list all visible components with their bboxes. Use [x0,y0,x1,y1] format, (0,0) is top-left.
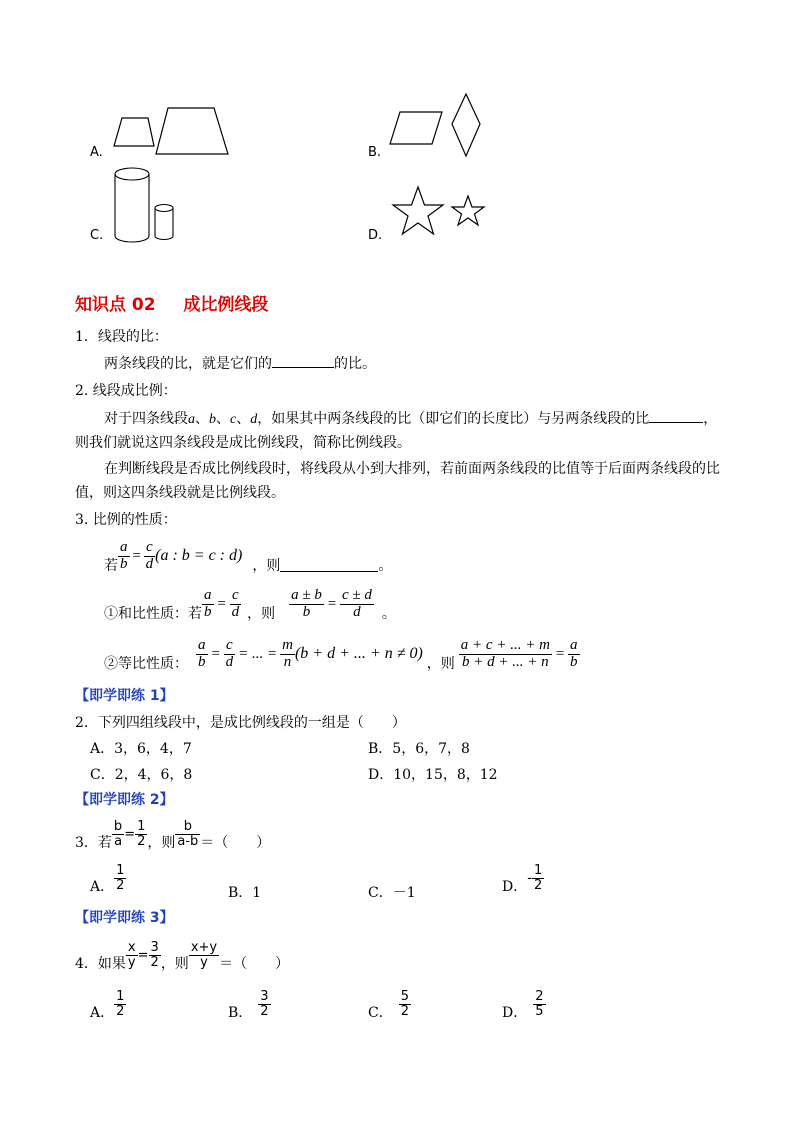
cylinder-figures [110,164,180,244]
period: 。 [378,558,393,574]
practice-3-option-d[interactable] [502,982,546,1026]
item3-heading: 3. 比例的性质： [75,512,177,528]
question-end: ＝（ ） [200,835,271,851]
practice-1-option-c[interactable]: C．2，4，6，8 [90,767,193,783]
item2-para1-line2: 则我们就说这四条线段是成比例线段，简称比例线段。 [75,435,411,451]
fraction-b-over-a: $\frac{b}{a}$ [113,818,123,849]
option-d-label: D． [502,879,528,895]
option-a-label: A. [90,145,103,160]
option-c-label: C. [90,228,104,243]
item2-para2-line1: 在判断线段是否成比例线段时，将线段从小到大排列，若前面两条线段的比值等于后面两条线段的比 [104,461,720,477]
practice-3-option-b[interactable] [228,982,271,1026]
fraction-x-over-y: $\frac{x}{y}$ [127,939,136,970]
option-d-label: D. [368,228,383,243]
practice-3-tag: 【即学即练 3】 [75,910,174,926]
ratio-parenthetical: (a : b = c : d) [155,547,243,564]
item1-text-before: 两条线段的比，就是它们的 [104,356,272,372]
option-b-label: B． [228,1005,253,1021]
item2-heading: 2. 线段成比例： [75,383,177,399]
practice-3-option-a[interactable] [90,982,126,1026]
sum-property-line [104,580,396,628]
equals-sign: = [124,826,136,842]
if-word: 若 [104,558,118,574]
practice-2-option-c[interactable]: C．－1 [368,885,416,901]
section-heading [75,290,268,315]
var-b: b [209,412,216,427]
answer-blank-1[interactable] [272,354,334,368]
practice-2-question [75,812,270,856]
fraction-sum-ratio: $\frac{a + c + ... + m}{b + d + ... + n}$ [460,636,550,670]
fraction-a-over-b-result: $\frac{a}{b}$ [570,636,578,670]
fraction-one-half: $\frac{1}{2}$ [533,862,543,893]
fraction-a-over-b: $\frac{a}{b}$ [204,586,212,620]
equal-ratio-property-line [104,630,580,678]
option-a-label: A． [90,879,115,895]
practice-2-option-a[interactable] [90,856,126,900]
equals-sign: = [554,645,566,662]
fraction-one-half: $\frac{1}{2}$ [116,862,125,893]
option-d-label: D． [502,1005,528,1021]
option-c-label: C． [368,1005,393,1021]
then-word: ，则 [247,606,276,622]
item1-text-after: 的比。 [334,356,376,372]
item2-para1-line1: 对于四条线段a、b、c、d，如果其中两条线段的比（即它们的长度比）与另两条线段的比 ， [104,411,718,427]
item2-text-before: 对于四条线段 [104,411,188,427]
practice-1-question: 2．下列四组线段中，是成比例线段的一组是（ ） [75,715,406,731]
then-word: ，则 [160,956,189,972]
equal-ratio-property-label: ②等比性质： [104,656,188,672]
option-a-label: A． [90,1005,115,1021]
fraction-three-halves: $\frac{3}{2}$ [150,939,159,970]
practice-2-option-d[interactable] [502,856,544,900]
option-b-label: B. [368,145,382,160]
minus-sign: - [527,870,532,886]
trapezoid-figures [110,100,240,160]
fraction-a-over-b: $\frac{a}{b}$ [198,636,206,670]
fraction-c-pm-d-over-d: $\frac{c \pm d}{d}$ [341,586,372,620]
fraction-option-a: $\frac{1}{2}$ [116,988,125,1019]
period: 。 [381,606,396,622]
fraction-option-b: $\frac{3}{2}$ [260,988,269,1019]
var-a: a [188,412,195,427]
question-prefix: 3．若 [75,835,112,851]
equals-sign: = [216,595,227,612]
fraction-c-over-d: $\frac{c}{d}$ [145,538,154,572]
practice-3-option-c[interactable] [368,982,411,1026]
fraction-option-d: $\frac{2}{5}$ [535,988,544,1019]
item2-para2-line2: 值，则这四条线段就是比例线段。 [75,485,285,501]
fraction-c-over-d: $\frac{c}{d}$ [225,636,234,670]
ratio-definition-line [104,532,392,580]
question-prefix: 4．如果 [75,956,126,972]
practice-2-tag: 【即学即练 2】 [75,792,174,808]
equals-dots: = ... = [238,645,278,662]
item2-text-mid: ，如果其中两条线段的比（即它们的长度比）与另两条线段的比 [257,411,650,427]
practice-2-option-b[interactable]: B．1 [228,885,262,901]
fraction-a-over-b: $\frac{a}{b}$ [120,538,128,572]
nonzero-condition: (b + d + ... + n ≠ 0) [294,645,423,662]
fraction-b-over-a-minus-b: $\frac{b}{a-b}$ [177,818,199,849]
equals-sign: = [137,947,149,963]
practice-1-option-a[interactable]: A．3，6，4，7 [90,741,192,757]
question-end: ＝（ ） [219,956,290,972]
fraction-x-plus-y-over-y: $\frac{x+y}{y}$ [190,939,218,970]
equals-sign: = [131,547,142,564]
fraction-m-over-n: $\frac{m}{n}$ [282,636,293,670]
equals-sign: = [326,595,337,612]
fraction-one-half: $\frac{1}{2}$ [137,818,146,849]
section-number: 知识点 02 [75,295,156,315]
practice-1-tag: 【即学即练 1】 [75,688,174,704]
equals-sign: = [210,645,221,662]
item2-text-end: ， [703,411,718,427]
then-word: ，则 [426,656,455,672]
then-word: ，则 [147,835,176,851]
parallelogram-rhombus-figures [388,92,488,158]
answer-blank-3[interactable] [280,558,378,572]
fraction-option-c: $\frac{5}{2}$ [400,988,409,1019]
practice-1-option-b[interactable]: B．5，6，7，8 [368,741,470,757]
fraction-c-over-d: $\frac{c}{d}$ [231,586,240,620]
var-d: d [250,412,258,427]
fraction-a-pm-b-over-b: $\frac{a \pm b}{b}$ [291,586,322,620]
section-title: 成比例线段 [183,295,269,315]
practice-3-question [75,933,289,977]
item1-heading: 1．线段的比： [75,329,168,345]
star-figures [390,184,490,244]
then-word: ，则 [252,558,281,574]
practice-1-option-d[interactable]: D．10，15，8，12 [368,767,498,783]
item1-text [104,353,376,373]
var-c: c [230,412,237,427]
answer-blank-2[interactable] [649,409,703,423]
sum-property-label: ①和比性质：若 [104,606,202,622]
